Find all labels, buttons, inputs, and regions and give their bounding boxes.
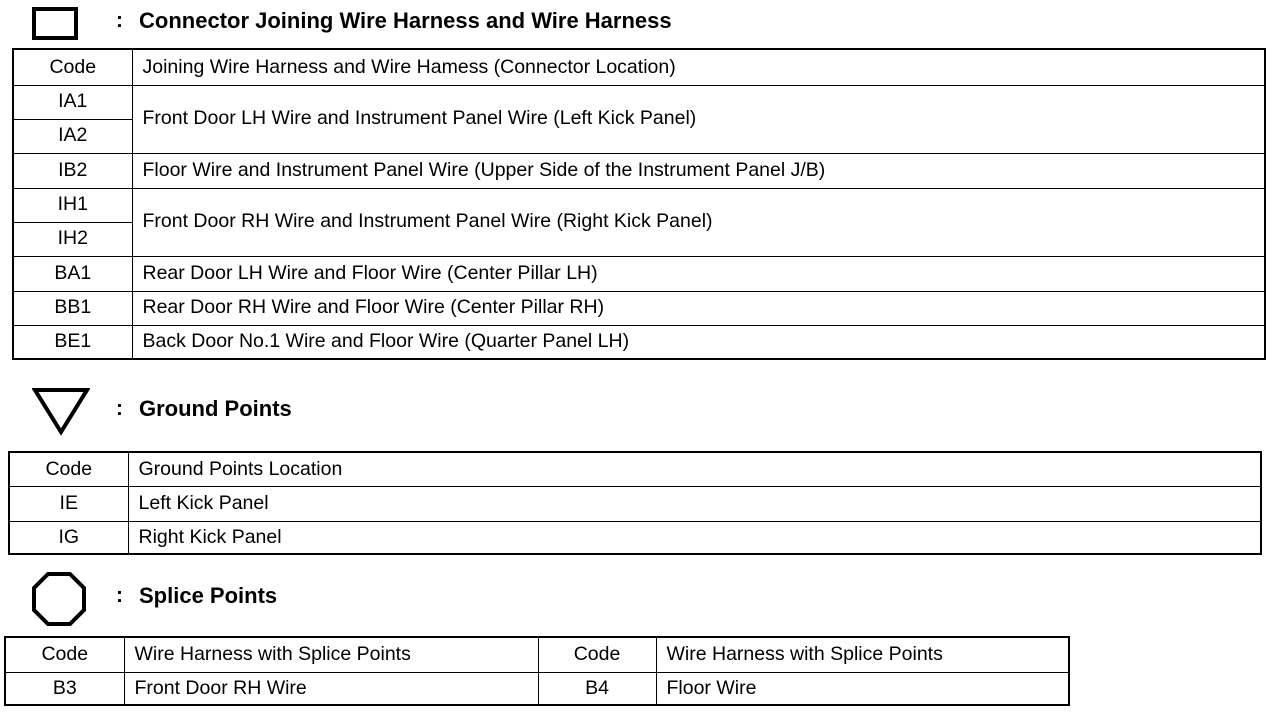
header-code: Code [5, 637, 124, 672]
row-code: B4 [538, 672, 656, 705]
row-location: Front Door LH Wire and Instrument Panel Wire (Left Kick Panel) [132, 85, 1265, 153]
row-code: IA1 [13, 85, 132, 119]
octagon-icon [31, 571, 87, 627]
table-row [13, 325, 1265, 359]
ground-table [8, 451, 1262, 555]
header-harness: Wire Harness with Splice Points [124, 637, 538, 672]
table-row [5, 672, 1069, 705]
header-location: Joining Wire Harness and Wire Hamess (Connector Location) [132, 49, 1265, 85]
row-code: B3 [5, 672, 124, 705]
table-header-row [9, 452, 1261, 486]
row-location: Floor Wire and Instrument Panel Wire (Upper Side of the Instrument Panel J/B) [132, 153, 1265, 188]
section-separator: : [116, 584, 123, 607]
header-code: Code [538, 637, 656, 672]
row-harness: Floor Wire [656, 672, 1069, 705]
connector-section-title: Connector Joining Wire Harness and Wire Harness [139, 8, 672, 33]
row-code: BB1 [13, 291, 132, 325]
row-location: Front Door RH Wire and Instrument Panel Wire (Right Kick Panel) [132, 188, 1265, 256]
row-code: IE [9, 486, 128, 521]
ground-section-title: Ground Points [139, 396, 292, 421]
header-location: Ground Points Location [128, 452, 1261, 486]
row-location: Left Kick Panel [128, 486, 1261, 521]
header-code: Code [9, 452, 128, 486]
inverted-triangle-icon [32, 387, 90, 437]
table-row [9, 521, 1261, 554]
table-row [13, 291, 1265, 325]
row-location: Rear Door RH Wire and Floor Wire (Center Pillar RH) [132, 291, 1265, 325]
row-harness: Front Door RH Wire [124, 672, 538, 705]
connector-table [12, 48, 1266, 360]
section-separator: : [116, 9, 123, 32]
row-location: Right Kick Panel [128, 521, 1261, 554]
row-code: IH2 [13, 222, 132, 256]
table-row [13, 188, 1265, 222]
table-row [13, 153, 1265, 188]
section-separator: : [116, 397, 123, 420]
row-location: Back Door No.1 Wire and Floor Wire (Quarter Panel LH) [132, 325, 1265, 359]
square-icon [32, 7, 78, 41]
row-code: IG [9, 521, 128, 554]
row-code: IA2 [13, 119, 132, 153]
table-row [13, 85, 1265, 119]
header-harness: Wire Harness with Splice Points [656, 637, 1069, 672]
table-header-row [13, 49, 1265, 85]
row-code: IB2 [13, 153, 132, 188]
table-row [9, 486, 1261, 521]
row-location: Rear Door LH Wire and Floor Wire (Center Pillar LH) [132, 256, 1265, 291]
row-code: BE1 [13, 325, 132, 359]
row-code: BA1 [13, 256, 132, 291]
row-code: IH1 [13, 188, 132, 222]
table-header-row [5, 637, 1069, 672]
splice-table [4, 636, 1070, 706]
header-code: Code [13, 49, 132, 85]
splice-section-title: Splice Points [139, 583, 278, 608]
table-row [13, 256, 1265, 291]
